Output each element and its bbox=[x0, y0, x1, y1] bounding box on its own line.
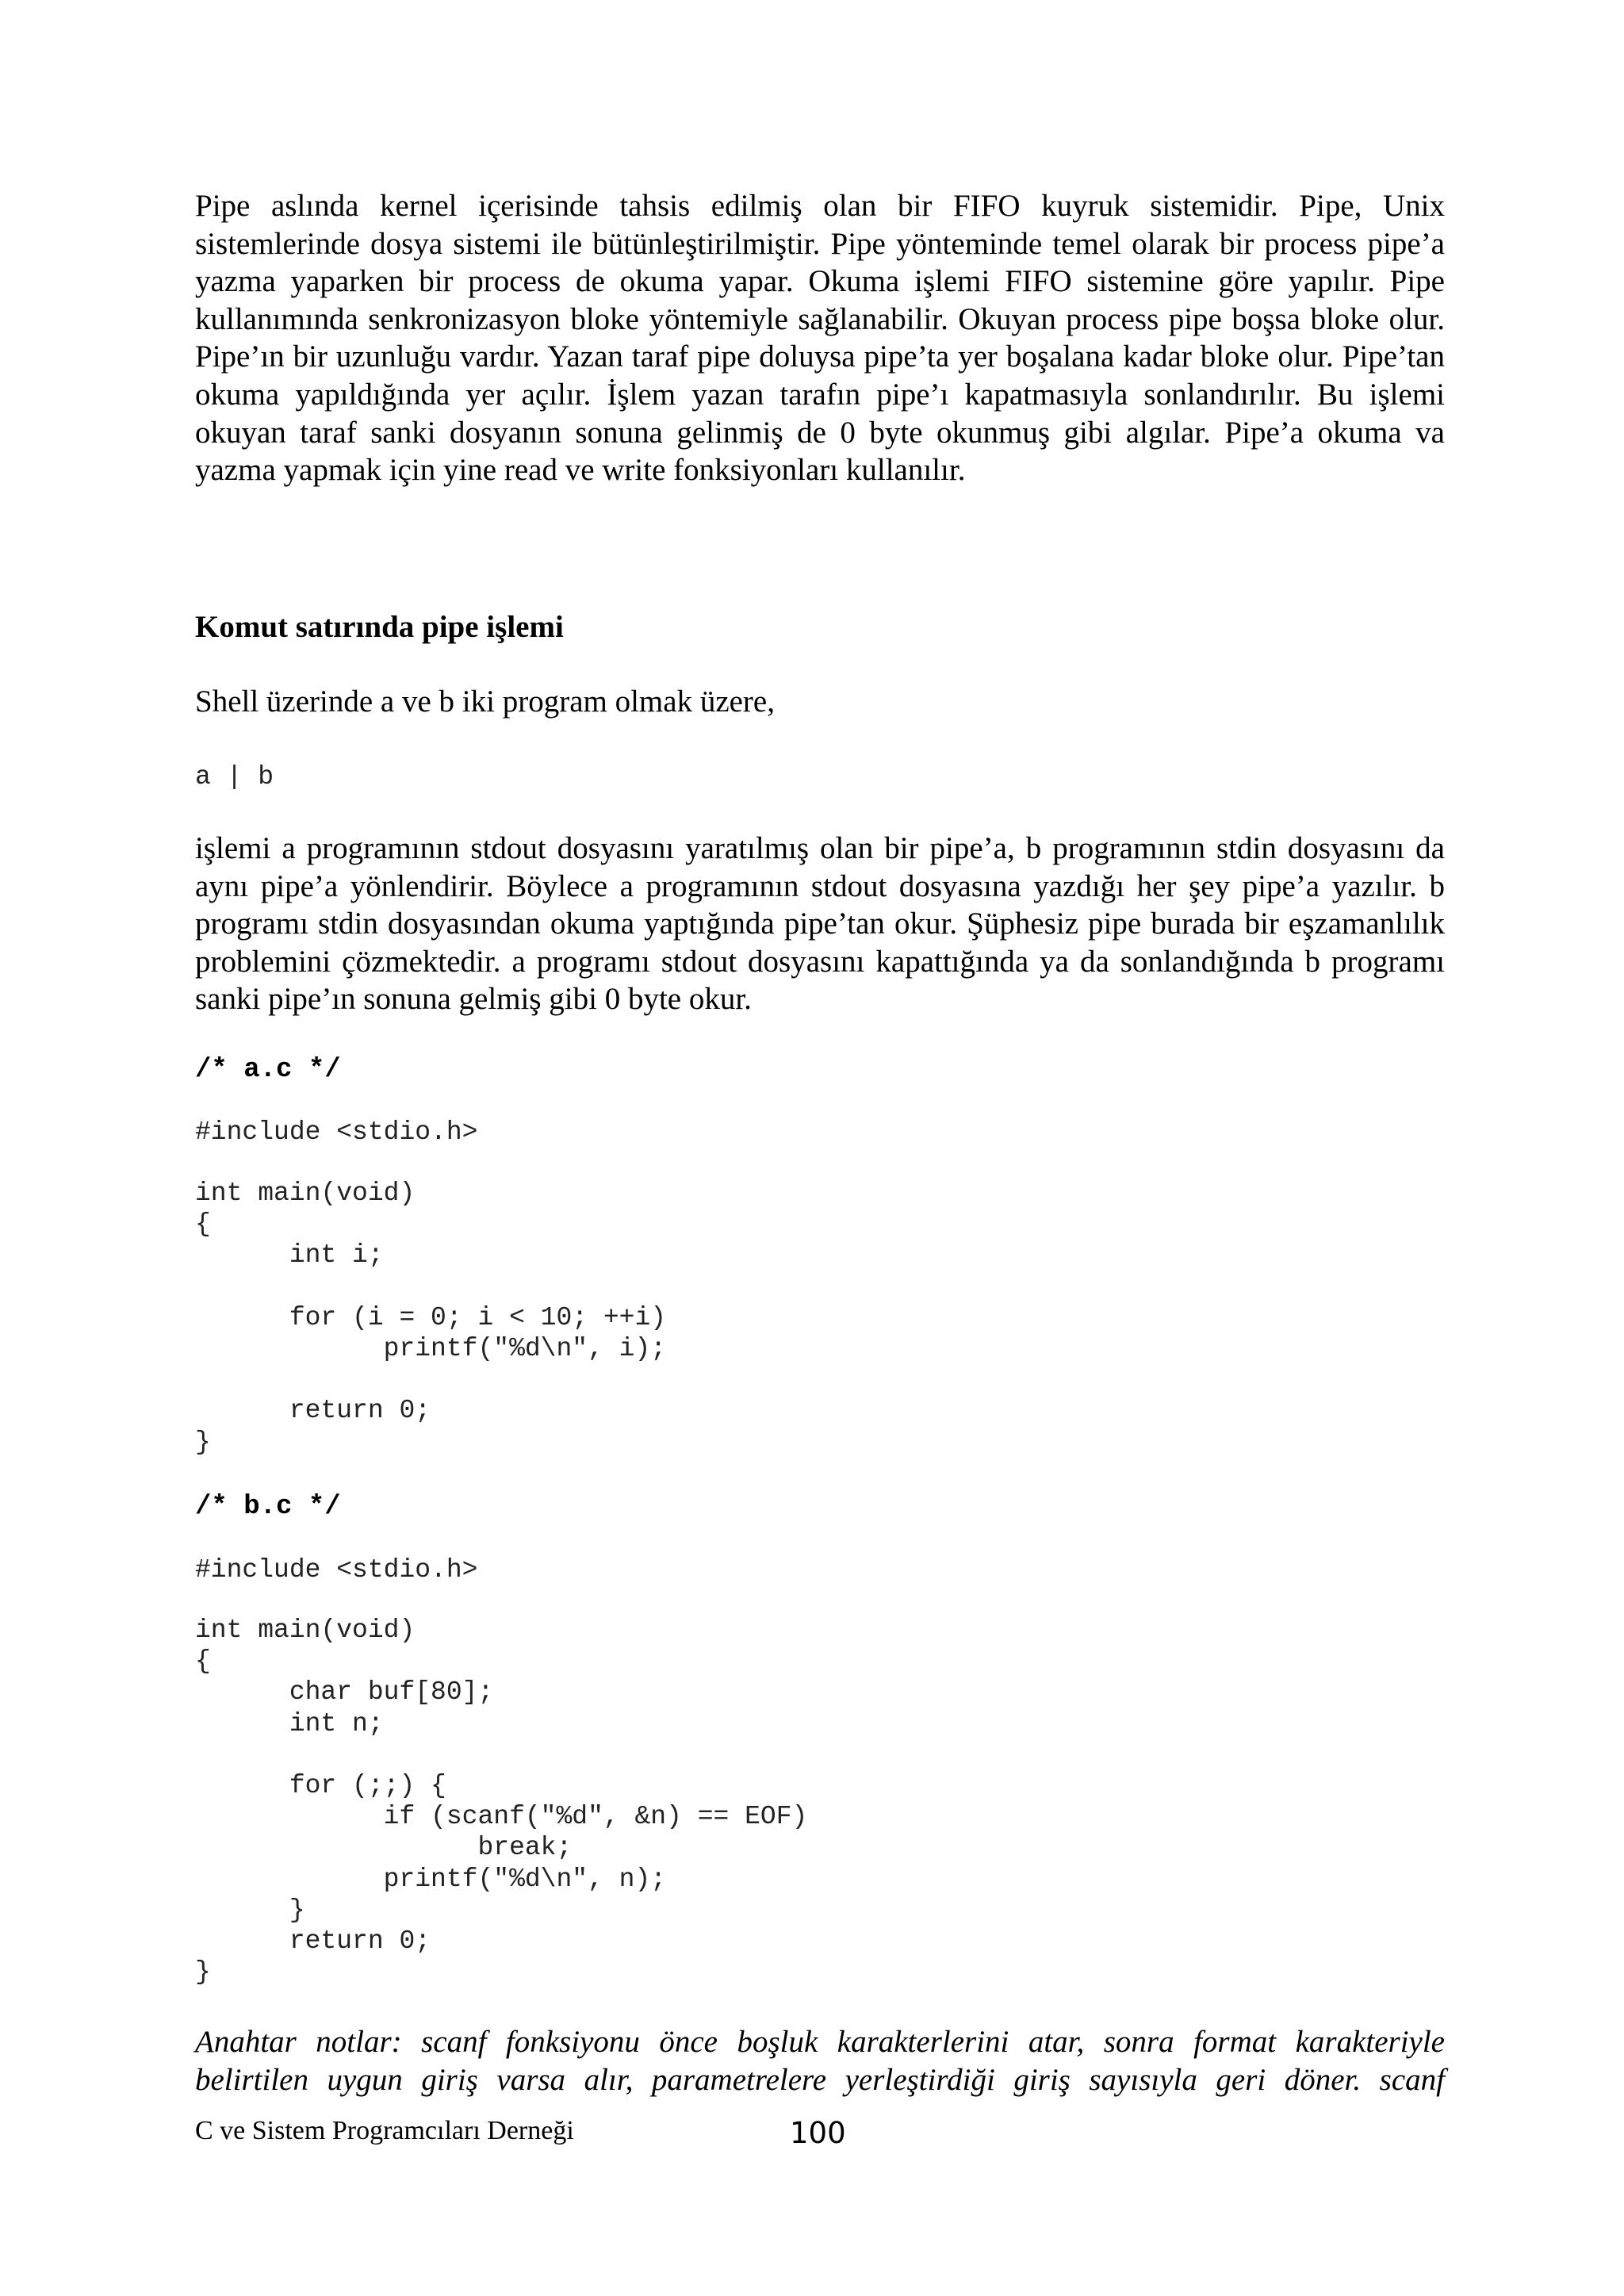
key-notes-line-2: belirtilen uygun giriş varsa alır, parametrelere yerleştirdiği giriş sayısıyla geri döner. scanf bbox=[195, 2063, 1445, 2097]
code-b-comment: /* b.c */ bbox=[195, 1492, 341, 1522]
code-b-body: int main(void) { char buf[80]; int n; for (;;) { if (scanf("%d", &n) == EOF) break; printf("%d\n", n); } return 0; } bbox=[195, 1616, 808, 1987]
intro-paragraph: Pipe aslında kernel içerisinde tahsis edilmiş olan bir FIFO kuyruk sistemidir. Pipe, Unix sistemlerinde dosya sistemi ile bütünleştirilmiştir. Pipe yönteminde temel olarak bir process pipe’a yazma yaparken bir process de okuma yapar. Okuma işlemi FIFO sistemine göre yapılır. Pipe kullanımında senkronizasyon bloke yöntemiyle sağlanabilir. Okuyan process pipe boşsa bloke olur. Pipe’ın bir uzunluğu vardır. Yazan taraf pipe doluysa pipe’ta yer boşalana kadar bloke olur. Pipe’tan okuma yapıldığında yer açılır. İşlem yazan tarafın pipe’ı kapatmasıyla sonlandırılır. Bu işlemi okuyan taraf sanki dosyanın sonuna gelinmiş de 0 byte okunmuş gibi algılar. Pipe’a okuma va yazma yapmak için yine read ve write fonksiyonları kullanılır. bbox=[195, 189, 1445, 488]
code-b-include: #include <stdio.h> bbox=[195, 1555, 478, 1585]
code-a-comment: /* a.c */ bbox=[195, 1055, 341, 1085]
footer-organization: C ve Sistem Programcıları Derneği bbox=[195, 2116, 574, 2145]
key-notes-line-1: Anahtar notlar: scanf fonksiyonu önce boşluk karakterlerini atar, sonra format karakteriyle bbox=[195, 2025, 1445, 2059]
pipe-command: a | b bbox=[195, 762, 274, 792]
shell-intro-text: Shell üzerinde a ve b iki program olmak üzere, bbox=[195, 684, 775, 719]
page-number: 100 bbox=[790, 2116, 846, 2150]
code-a-body: int main(void) { int i; for (i = 0; i < 10; ++i) printf("%d\n", i); return 0; } bbox=[195, 1179, 667, 1457]
section-heading: Komut satırında pipe işlemi bbox=[195, 610, 564, 644]
code-a-include: #include <stdio.h> bbox=[195, 1117, 478, 1147]
explanation-paragraph: işlemi a programının stdout dosyasını yaratılmış olan bir pipe’a, b programının stdin dosyasını da aynı pipe’a yönlendirir. Böylece a programının stdout dosyasına yazdığı her şey pipe’a yazılır. b programı stdin dosyasından okuma yaptığında pipe’tan okur. Şüphesiz pipe burada bir eşzamanlılık problemini çözmektedir. a programı stdout dosyasını kapattığında ya da sonlandığında b programı sanki pipe’ın sonuna gelmiş gibi 0 byte okur. bbox=[195, 831, 1445, 1017]
